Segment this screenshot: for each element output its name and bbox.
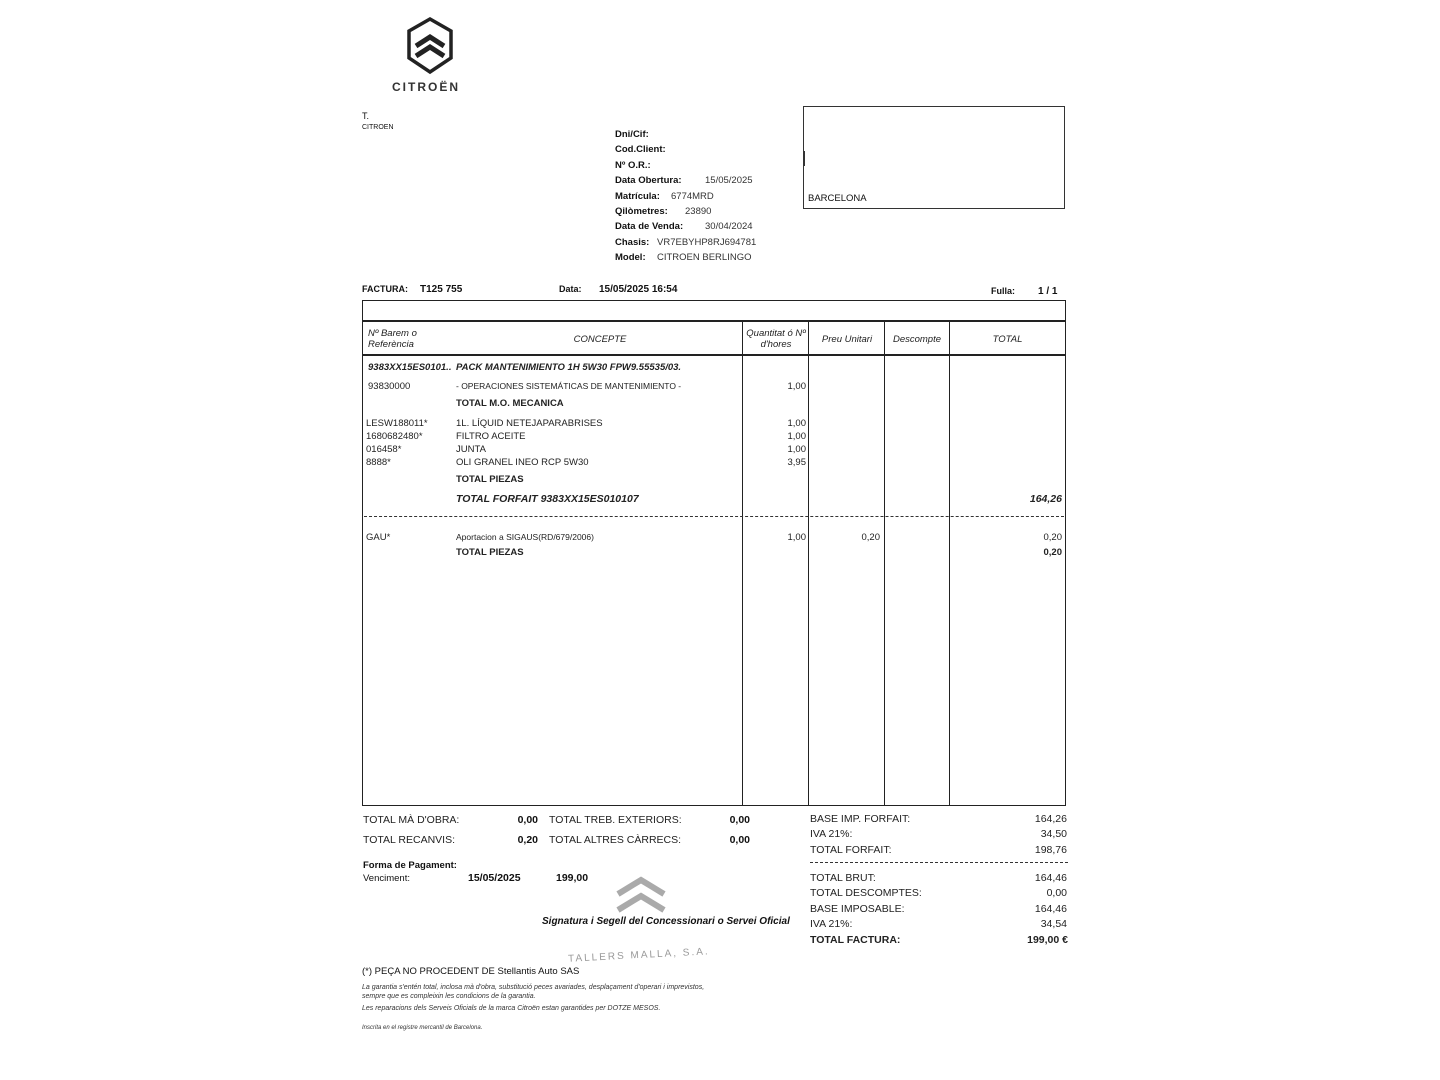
- header-concept: CONCEPTE: [573, 334, 627, 345]
- invoice-date: 15/05/2025 16:54: [599, 284, 678, 295]
- row-quantity: 1,00: [787, 532, 806, 543]
- row-quantity: 3,95: [787, 457, 806, 468]
- citroen-logo-icon: [404, 16, 456, 76]
- parts-total-value: 0,20: [517, 834, 538, 846]
- info-row: Data Obertura: 15/05/2025: [615, 175, 753, 187]
- forfait-total-label: TOTAL FORFAIT 9383XX15ES010107: [456, 493, 639, 505]
- gross-total-label: TOTAL BRUT:: [810, 872, 876, 884]
- invoice-label: FACTURA:: [362, 284, 408, 294]
- row-total: 0,20: [1043, 532, 1062, 543]
- info-row: Qilòmetres: 23890: [615, 205, 712, 217]
- row-concept: Aportacion a SIGAUS(RD/679/2006): [456, 532, 594, 542]
- info-row: Cod.Client:: [615, 144, 666, 156]
- info-row: Dni/Cif:: [615, 129, 649, 140]
- row-reference: LESW188011*: [366, 418, 428, 429]
- info-row: Data de Venda: 30/04/2024: [615, 221, 753, 233]
- due-date-label: Venciment:: [363, 873, 410, 884]
- labour-total-value: 0,00: [517, 814, 538, 826]
- discount-total-label: TOTAL DESCOMPTES:: [810, 887, 922, 899]
- info-row: Model: CITROEN BERLINGO: [615, 252, 752, 264]
- info-row: Chasis: VR7EBYHP8RJ694781: [615, 236, 757, 248]
- sender-line1: T.: [362, 111, 370, 121]
- page-number: 1 / 1: [1038, 286, 1058, 297]
- pieces-total-label: TOTAL PIEZAS: [456, 474, 524, 485]
- column-divider: [884, 321, 885, 806]
- vehicle-info: [615, 129, 815, 268]
- sender-line2: CITROEN: [362, 124, 394, 131]
- signature-label: Signatura i Segell del Concessionari o Servei Oficial: [542, 916, 790, 927]
- info-row: Matrícula: 6774MRD: [615, 190, 714, 202]
- header-quantity: Quantitat ó Nº d'hores: [746, 328, 806, 350]
- row-concept: FILTRO ACEITE: [456, 431, 526, 442]
- due-date: 15/05/2025: [468, 872, 521, 884]
- non-stellantis-note: (*) PEÇA NO PROCEDENT DE Stellantis Auto SAS: [362, 966, 580, 977]
- external-work-label: TOTAL TREB. EXTERIORS:: [549, 814, 682, 826]
- other-charges-value: 0,00: [729, 834, 750, 846]
- pieces-total-value: 0,20: [1043, 547, 1062, 558]
- table-divider: [362, 354, 1066, 356]
- stamp-logo-icon: [612, 870, 670, 922]
- gross-total-value: 164,46: [1034, 872, 1067, 884]
- page-label: Fulla:: [991, 286, 1015, 296]
- customer-box-mark: [803, 151, 805, 166]
- row-quantity: 1,00: [787, 418, 806, 429]
- row-quantity: 1,00: [787, 381, 806, 392]
- discount-total-value: 0,00: [1046, 887, 1067, 899]
- row-concept: 1L. LÍQUID NETEJAPARABRISES: [456, 418, 603, 429]
- total-forfait-value: 198,76: [1034, 844, 1067, 856]
- external-work-value: 0,00: [729, 814, 750, 826]
- table-divider: [362, 320, 1066, 322]
- row-concept: OLI GRANEL INEO RCP 5W30: [456, 457, 589, 468]
- invoice-date-label: Data:: [559, 284, 582, 294]
- warranty-note: La garantia s'entén total, inclosa mà d'obra, substitució peces avariades, desplaçament d'operari i imprevistos, sempre que es compleixin les condicions de la garantia.: [362, 984, 705, 1000]
- base-forfait-value: 164,26: [1034, 813, 1067, 825]
- header-total: TOTAL: [992, 334, 1023, 345]
- other-charges-label: TOTAL ALTRES CÀRRECS:: [549, 834, 682, 846]
- pack-concept: PACK MANTENIMIENTO 1H 5W30 FPW9.55535/03.: [456, 362, 682, 373]
- payment-method-label: Forma de Pagament:: [363, 860, 457, 871]
- dashed-separator: [364, 516, 1064, 517]
- row-reference: 016458*: [366, 444, 402, 455]
- invoice-total-label: TOTAL FACTURA:: [810, 934, 901, 946]
- row-quantity: 1,00: [787, 431, 806, 442]
- warranty-period-note: Les reparacions dels Serveis Oficials de la marca Citroën estan garantides per DOTZE MESOS.: [362, 1005, 661, 1012]
- iva-value: 34,54: [1040, 918, 1067, 930]
- header-discount: Descompte: [892, 334, 942, 345]
- brand-name: CITROËN: [392, 80, 460, 94]
- invoice-number: T125 755: [420, 284, 463, 295]
- customer-city: BARCELONA: [808, 193, 867, 204]
- row-concept: JUNTA: [456, 444, 486, 455]
- taxable-base-label: BASE IMPOSABLE:: [810, 903, 905, 915]
- pack-reference: 9383XX15ES0101..: [368, 362, 452, 373]
- row-reference: 8888*: [366, 457, 391, 468]
- header-unit-price: Preu Unitari: [821, 334, 873, 345]
- total-forfait-label: TOTAL FORFAIT:: [810, 844, 892, 856]
- dealer-stamp: TALLERS MALLA, S.A.: [567, 946, 710, 965]
- iva-forfait-label: IVA 21%:: [810, 828, 853, 840]
- column-divider: [742, 321, 743, 806]
- forfait-total-value: 164,26: [1029, 493, 1062, 505]
- summary-separator: [810, 862, 1068, 863]
- row-reference: 1680682480*: [366, 431, 423, 442]
- invoice-total-value: 199,00 €: [1027, 934, 1068, 946]
- base-forfait-label: BASE IMP. FORFAIT:: [810, 813, 911, 825]
- iva-forfait-value: 34,50: [1040, 828, 1067, 840]
- labour-total-label: TOTAL MÀ D'OBRA:: [363, 814, 460, 826]
- row-quantity: 1,00: [787, 444, 806, 455]
- due-amount: 199,00: [556, 872, 589, 884]
- row-reference: 93830000: [368, 381, 411, 392]
- header-reference: Nº Barem o Referència: [368, 328, 417, 350]
- column-divider: [808, 321, 809, 806]
- parts-total-label: TOTAL RECANVIS:: [363, 834, 455, 846]
- iva-label: IVA 21%:: [810, 918, 853, 930]
- info-row: Nº O.R.:: [615, 159, 651, 171]
- pieces-total-label: TOTAL PIEZAS: [456, 547, 524, 558]
- registry-note: Inscrita en el registre mercantil de Barcelona.: [362, 1025, 483, 1031]
- row-reference: GAU*: [366, 532, 391, 543]
- row-concept: - OPERACIONES SISTEMÁTICAS DE MANTENIMIENTO -: [456, 381, 682, 391]
- taxable-base-value: 164,46: [1034, 903, 1067, 915]
- row-unit-price: 0,20: [861, 532, 880, 543]
- labour-total-label: TOTAL M.O. MECANICA: [456, 398, 564, 409]
- column-divider: [949, 321, 950, 806]
